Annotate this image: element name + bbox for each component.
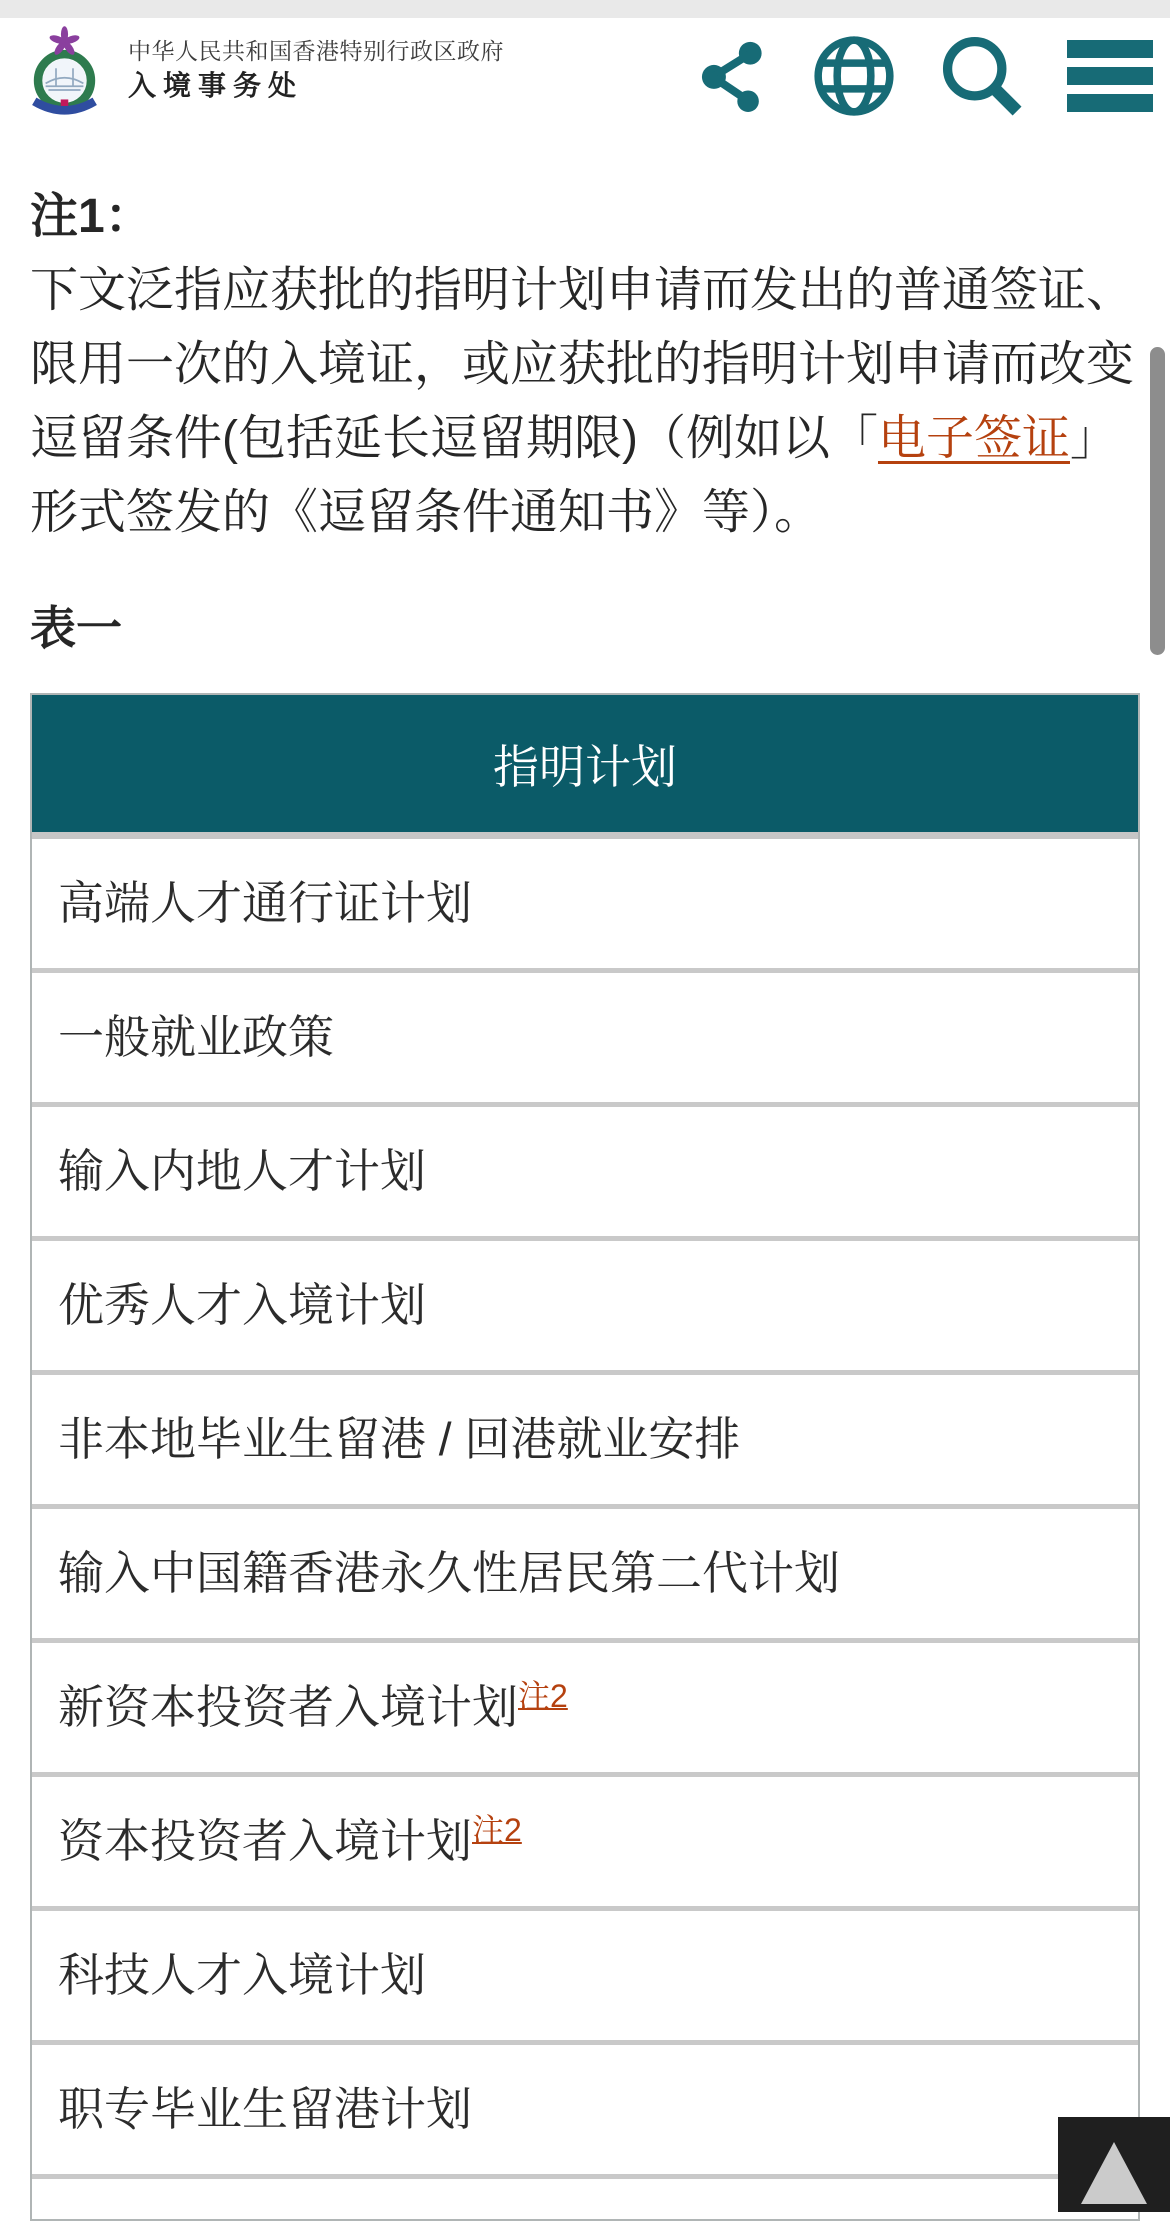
table-row[interactable] bbox=[32, 973, 1138, 1107]
header-icons bbox=[696, 30, 1153, 122]
menu-icon bbox=[1067, 40, 1153, 58]
scheme-name: 输入内地人才计划 bbox=[58, 1145, 426, 1197]
table-row[interactable] bbox=[32, 1911, 1138, 2045]
scheme-name: 资本投资者入境计划 bbox=[58, 1815, 472, 1867]
e-visa-link[interactable]: 电子签证 bbox=[877, 412, 1070, 465]
scheme-name: 输入中国籍香港永久性居民第二代计划 bbox=[58, 1547, 840, 1599]
menu-button[interactable] bbox=[1067, 40, 1153, 112]
table-row[interactable] bbox=[32, 839, 1138, 973]
table-row[interactable] bbox=[32, 1777, 1138, 1911]
immd-emblem-icon bbox=[22, 24, 107, 122]
scheme-name: 优秀人才入境计划 bbox=[58, 1279, 426, 1331]
note1-text-before: 下文泛指应获批的指明计划申请而发出的普通签证、限用一次的入境证，或应获批的指明计划申请而改变逗留条件(包括延长逗留期限)（例如以「 bbox=[30, 264, 1135, 465]
main-content bbox=[0, 180, 1170, 2221]
note1-text bbox=[30, 254, 1140, 550]
note2-link[interactable]: 注2 bbox=[518, 1678, 568, 1714]
menu-icon bbox=[1067, 67, 1153, 85]
scrollbar-thumb[interactable] bbox=[1150, 347, 1165, 655]
scheme-name: 非本地毕业生留港 / 回港就业安排 bbox=[58, 1413, 741, 1465]
app-header bbox=[0, 18, 1170, 130]
globe-icon bbox=[811, 32, 897, 120]
table-header-cell: 指明计划 bbox=[32, 695, 1138, 839]
table-row[interactable] bbox=[32, 1643, 1138, 1777]
share-icon bbox=[696, 36, 770, 116]
scheme-name: 科技人才入境计划 bbox=[58, 1949, 426, 2001]
table-row-partial bbox=[32, 2179, 1138, 2219]
scheme-name: 高端人才通行证计划 bbox=[58, 877, 472, 929]
scheme-name: 一般就业政策 bbox=[58, 1011, 334, 1063]
table-row[interactable] bbox=[32, 1509, 1138, 1643]
specified-schemes-table bbox=[30, 693, 1140, 2221]
table-body bbox=[32, 839, 1138, 2179]
immd-logo[interactable] bbox=[22, 24, 107, 122]
note2-link[interactable]: 注2 bbox=[472, 1812, 522, 1848]
arrow-up-icon bbox=[1081, 2142, 1147, 2204]
share-button[interactable] bbox=[696, 36, 770, 116]
back-to-top-button[interactable] bbox=[1058, 2117, 1170, 2212]
scheme-name: 新资本投资者入境计划 bbox=[58, 1681, 518, 1733]
note1-label: 注1： bbox=[30, 190, 153, 243]
language-button[interactable] bbox=[811, 32, 897, 120]
table-row[interactable] bbox=[32, 1107, 1138, 1241]
table-row[interactable] bbox=[32, 1241, 1138, 1375]
table-row[interactable] bbox=[32, 1375, 1138, 1509]
table-title: 表一 bbox=[30, 602, 122, 654]
status-bar bbox=[0, 0, 1170, 18]
table-row[interactable] bbox=[32, 2045, 1138, 2179]
menu-icon bbox=[1067, 94, 1153, 112]
scheme-name: 职专毕业生留港计划 bbox=[58, 2083, 472, 2135]
search-icon bbox=[938, 33, 1026, 119]
dept-title: 入境事务处 bbox=[128, 70, 304, 101]
search-button[interactable] bbox=[938, 33, 1026, 119]
gov-title: 中华人民共和国香港特别行政区政府 bbox=[128, 38, 504, 64]
site-titles bbox=[128, 38, 504, 103]
note1-text-after: 」形式签发的《逗留条件通知书》等）。 bbox=[30, 412, 1119, 539]
